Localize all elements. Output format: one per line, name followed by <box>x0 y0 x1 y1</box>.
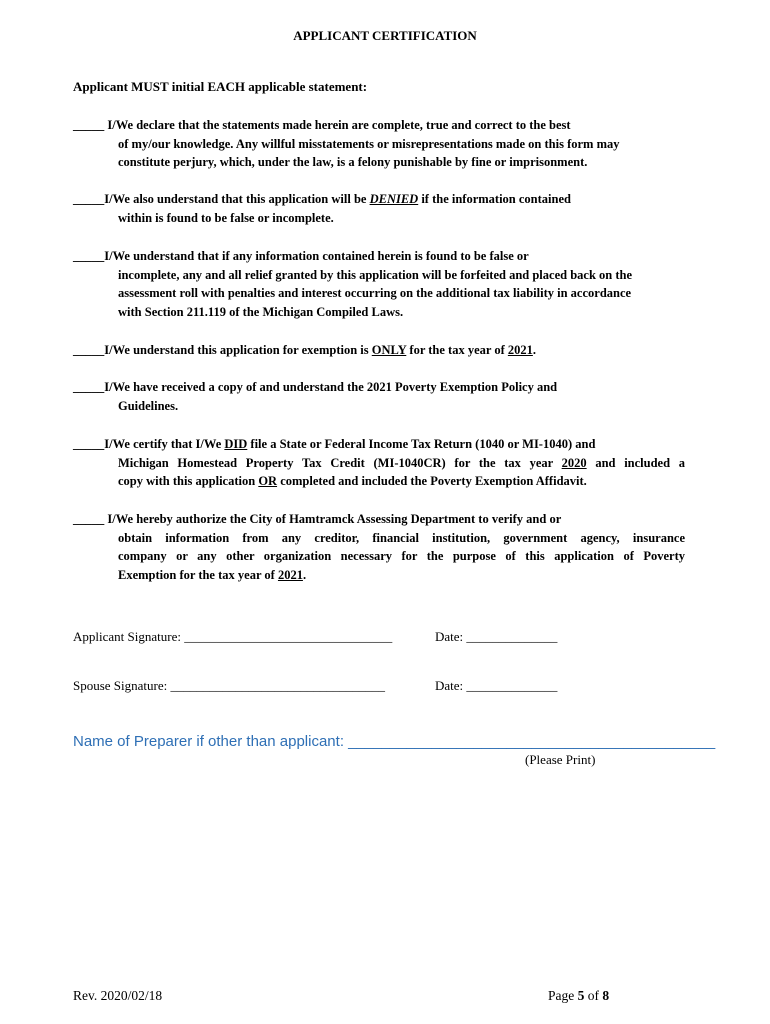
page-number <box>548 988 609 1004</box>
statement-7-line-3: company or any other organization necessary for the purpose of this application of Poverty <box>118 549 685 564</box>
statement-3-line-3: assessment roll with penalties and interest occurring on the additional tax liability in accordance <box>118 286 632 301</box>
statement-5 <box>73 378 685 415</box>
statement-1-line-3: constitute perjury, which, under the law, is a felony punishable by fine or imprisonment. <box>118 155 588 170</box>
statement-6-line-1b: file a State or Federal Income Tax Return (1040 or MI-1040) and <box>247 437 596 451</box>
revision-date: Rev. 2020/02/18 <box>73 988 163 1003</box>
statement-5-line-2: Guidelines. <box>118 398 179 413</box>
statement-4-year: 2021 <box>507 343 533 357</box>
initial-blank-5[interactable]: _____ <box>73 380 105 394</box>
statement-6-line-2b: and included a <box>586 455 685 470</box>
statement-4-text-a: I/We understand this application for exemption is <box>104 343 372 357</box>
initial-blank-1[interactable]: _____ <box>73 118 105 132</box>
statement-6-line-3 <box>73 472 685 491</box>
did-emphasis: DID <box>224 437 248 451</box>
page-of: of <box>584 988 603 1003</box>
statement-4-text-b: for the tax year of <box>406 343 508 357</box>
initial-blank-6[interactable]: _____ <box>73 437 105 451</box>
statement-7-year: 2021 <box>277 568 303 583</box>
statement-7 <box>73 510 685 585</box>
statement-7-line-4 <box>73 566 685 585</box>
instruction-text: Applicant MUST initial EACH applicable statement: <box>73 79 368 94</box>
statement-2-line-1b: if the information contained <box>418 192 571 206</box>
statement-4 <box>73 341 685 360</box>
page-total: 8 <box>602 988 610 1003</box>
statement-2-line-1a: I/We also understand that this application will be <box>104 192 370 206</box>
statement-6-line-2 <box>73 454 685 473</box>
statement-2 <box>73 190 685 227</box>
preparer-label: Name of Preparer if other than applicant: <box>73 733 349 750</box>
applicant-date-field[interactable]: Date: ______________ <box>435 629 558 644</box>
preparer-line[interactable]: ____________________________________________ <box>348 733 716 750</box>
statement-6-line-1a: I/We certify that I/We <box>104 437 225 451</box>
initial-blank-7[interactable]: _____ <box>73 512 105 526</box>
initial-blank-3[interactable]: _____ <box>73 249 105 263</box>
statement-6-line-2a: Michigan Homestead Property Tax Credit (MI-1040CR) for the tax year <box>118 455 562 470</box>
statement-5-line-1: I/We have received a copy of and understand the 2021 Poverty Exemption Policy and <box>104 380 558 394</box>
statement-6 <box>73 435 685 491</box>
denied-emphasis: DENIED <box>369 192 419 206</box>
statement-1 <box>73 116 685 172</box>
please-print-note: (Please Print) <box>525 752 596 767</box>
statement-6-year: 2020 <box>561 455 587 470</box>
or-emphasis: OR <box>258 474 278 489</box>
statement-3-line-2: incomplete, any and all relief granted by this application will be forfeited and placed back on the <box>118 267 633 282</box>
preparer-field[interactable] <box>73 733 715 750</box>
page-title: APPLICANT CERTIFICATION <box>293 28 477 43</box>
statement-4-text-c: . <box>532 343 536 357</box>
spouse-signature-field[interactable]: Spouse Signature: _________________________________ <box>73 678 385 693</box>
applicant-signature-field[interactable]: Applicant Signature: ________________________________ <box>73 629 393 644</box>
page-current: 5 <box>577 988 585 1003</box>
page-prefix: Page <box>548 988 578 1003</box>
statement-7-line-2: obtain information from any creditor, financial institution, government agency, insurance <box>118 530 685 545</box>
statement-6-line-3a: copy with this application <box>118 474 259 489</box>
statement-2-line-2: within is found to be false or incomplete. <box>118 210 334 225</box>
statement-3-line-4: with Section 211.119 of the Michigan Compiled Laws. <box>118 305 404 320</box>
statement-7-line-4a: Exemption for the tax year of <box>118 568 278 583</box>
statement-7-line-4b: . <box>302 568 307 583</box>
initial-blank-4[interactable]: _____ <box>73 343 105 357</box>
only-emphasis: ONLY <box>371 343 407 357</box>
statement-3 <box>73 247 685 322</box>
statement-3-line-1: I/We understand that if any information contained herein is found to be false or <box>104 249 529 263</box>
statement-6-line-3b: completed and included the Poverty Exemption Affidavit. <box>277 474 587 489</box>
spouse-date-field[interactable]: Date: ______________ <box>435 678 558 693</box>
statement-1-line-1: I/We declare that the statements made herein are complete, true and correct to the best <box>107 118 571 132</box>
statement-1-line-2: of my/our knowledge. Any willful misstatements or misrepresentations made on this form may <box>118 136 620 151</box>
initial-blank-2[interactable]: _____ <box>73 192 105 206</box>
statement-7-line-1: I/We hereby authorize the City of Hamtramck Assessing Department to verify and or <box>107 512 562 526</box>
